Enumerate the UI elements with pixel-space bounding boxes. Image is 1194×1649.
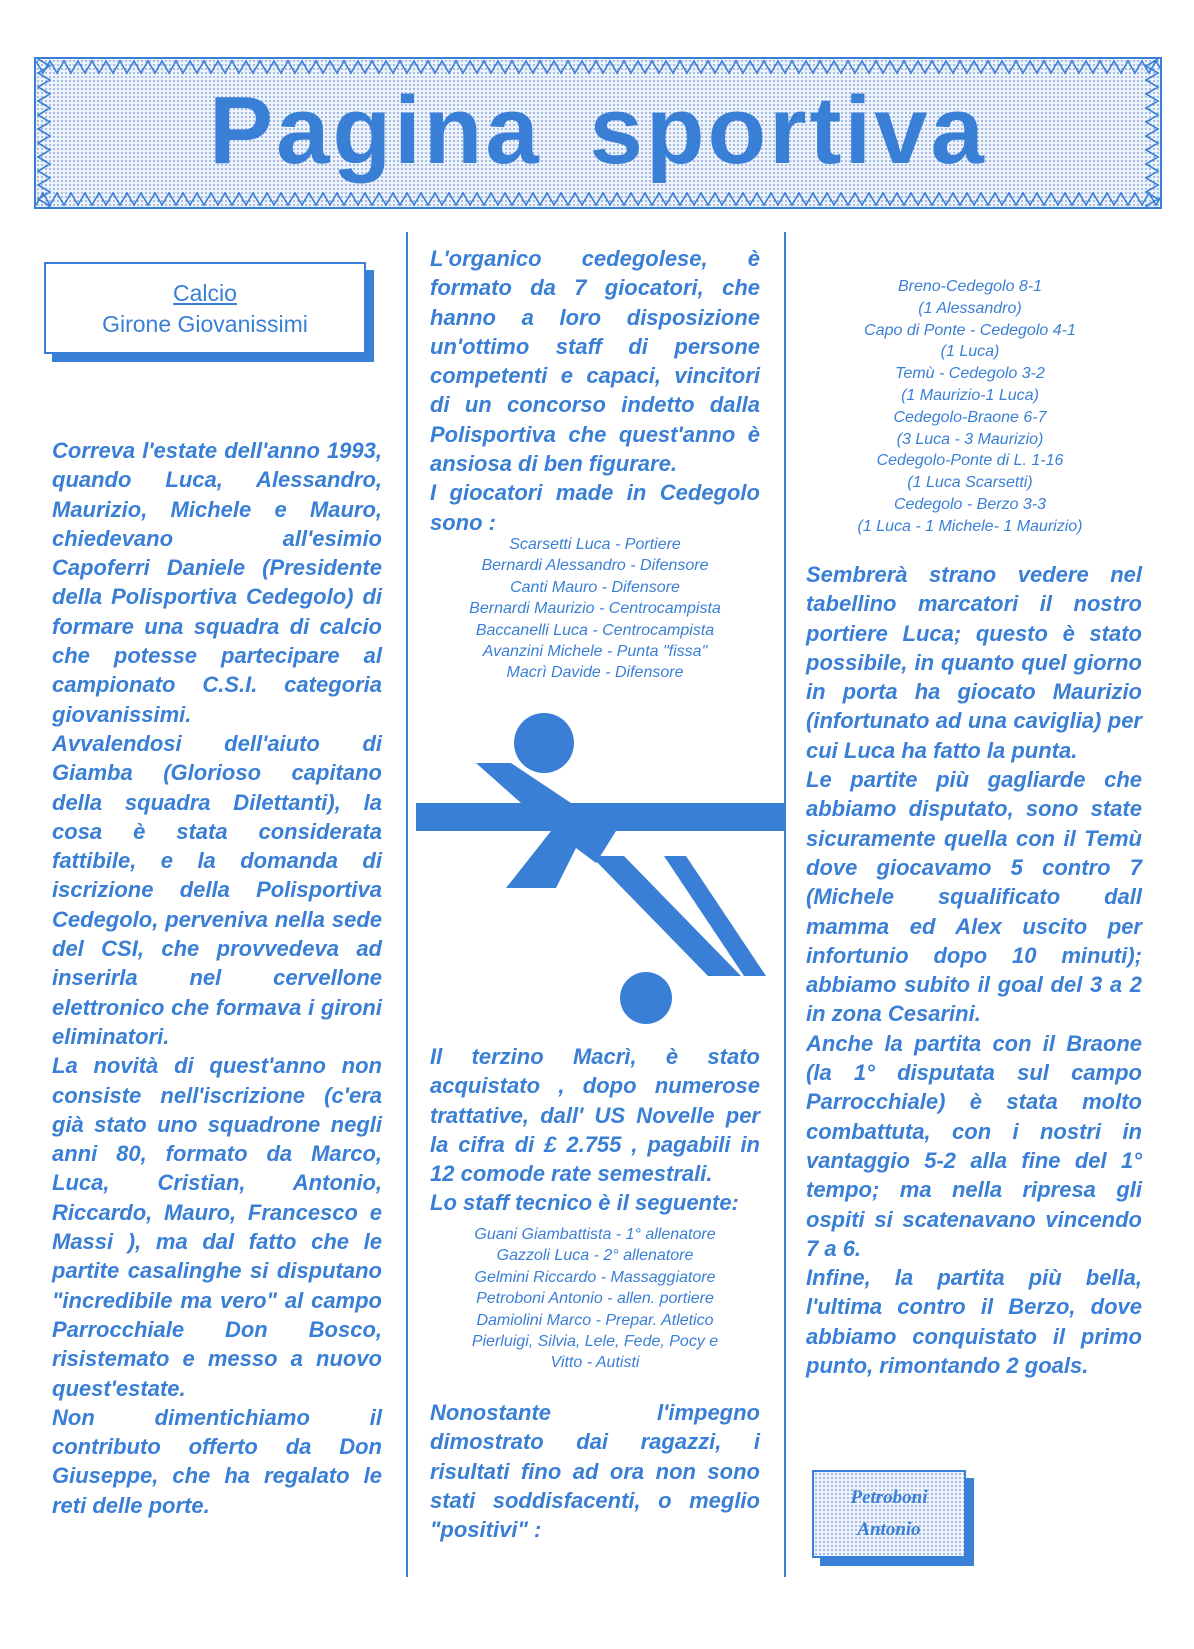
column-2-outro (430, 1398, 760, 1544)
players-list (420, 534, 770, 684)
player-entry: Bernardi Alessandro - Difensore (481, 557, 709, 575)
article-paragraph: Anche la partita con il Braone (la 1° disputata sul campo Parrocchiale) è stata molto combattuta, con i nostri in vantaggio 5-2 alla fine del 1° tempo; ma nella ripresa gli ospiti si scatenavano vincendo 7 a 6. (806, 1030, 1142, 1261)
staff-list (420, 1224, 770, 1374)
column-2-intro (430, 244, 760, 537)
signature-name: Antonio (857, 1519, 921, 1540)
article-paragraph: Nonostante l'impegno dimostrato dai ragazzi, i risultati fino ad ora non sono stati soddisfacenti, o meglio "positivi" : (430, 1400, 760, 1543)
result-entry: Cedegolo - Berzo 3-3 (893, 495, 1047, 513)
column-1-article (52, 436, 382, 1520)
staff-entry: Damiolini Marco - Prepar. Atletico (476, 1311, 714, 1329)
result-entry: Cedegolo-Ponte di L. 1-16 (876, 452, 1064, 470)
article-paragraph: Lo staff tecnico è il seguente: (430, 1190, 739, 1216)
result-entry: (1 Maurizio-1 Luca) (901, 386, 1039, 404)
article-paragraph: Avvalendosi dell'aiuto di Giamba (Glorioso capitano della squadra Dilettanti), la cosa è stata considerata fattibile, e la domanda di iscrizione della Polisportiva Cedegolo, perveniva nella sede del CSI, che provvedeva ad inserirla nel cervellone elettronico che formava i gironi eliminatori. (52, 730, 382, 1049)
column-divider-left (406, 232, 408, 1577)
result-entry: Breno-Cedegolo 8-1 (897, 278, 1043, 295)
staff-entry: Petroboni Antonio - allen. portiere (476, 1290, 714, 1308)
section-title: Calcio (173, 280, 237, 306)
staff-entry: Pierluigi, Silvia, Lele, Fede, Pocy e (471, 1333, 719, 1351)
results-list (800, 276, 1140, 538)
signature-surname: Petroboni (850, 1487, 928, 1508)
player-entry: Bernardi Maurizio - Centrocampista (469, 600, 721, 618)
article-paragraph: Le partite più gagliarde che abbiamo disputato, sono state sicuramente quella con il Temù dove giocavamo 5 contro 7 (Michele squalificato dall mamma ed Alex uscito per infortunio dopo 10 minuti); abbiamo subito il goal del 3 a 2 in zona Cesarini. (806, 767, 1142, 1027)
column-3-article (806, 560, 1142, 1380)
section-heading-box (44, 262, 366, 354)
title-banner (34, 57, 1162, 209)
result-entry: (1 Luca Scarsetti) (907, 474, 1033, 492)
player-entry: Canti Mauro - Difensore (510, 578, 680, 596)
article-paragraph: Sembrerà strano vedere nel tabellino marcatori il nostro portiere Luca; questo è stato possibile, in quanto quel giorno in porta ha giocato Maurizio (infortunato ad una caviglia) per cui Luca ha fatto la punta. (806, 562, 1142, 763)
result-entry: Capo di Ponte - Cedegolo 4-1 (864, 321, 1076, 339)
soccer-player-icon (416, 708, 786, 1028)
result-entry: Cedegolo-Braone 6-7 (893, 408, 1047, 426)
staff-entry: Gelmini Riccardo - Massaggiatore (474, 1268, 716, 1286)
player-entry: Scarsetti Luca - Portiere (509, 536, 681, 553)
result-entry: Temù - Cedegolo 3-2 (895, 365, 1045, 383)
page-title: Pagina sportiva (209, 77, 987, 184)
article-paragraph: Non dimentichiamo il contributo offerto da Don Giuseppe, che ha regalato le reti delle porte. (52, 1404, 382, 1518)
column-2-middle (430, 1042, 760, 1218)
article-paragraph: I giocatori made in Cedegolo sono : (430, 480, 760, 535)
player-entry: Macrì Davide - Difensore (506, 664, 684, 682)
article-paragraph: L'organico cedegolese, è formato da 7 giocatori, che hanno a loro disposizione un'ottimo staff di persone competenti e capaci, vincitori di un concorso indetto dalla Polisportiva che quest'anno è ansiosa di ben figurare. (430, 246, 760, 477)
staff-entry: Guani Giambattista - 1° allenatore (474, 1226, 716, 1243)
result-entry: (1 Luca) (940, 343, 1000, 361)
section-subtitle: Girone Giovanissimi (102, 311, 308, 337)
player-entry: Avanzini Michele - Punta "fissa" (482, 643, 708, 661)
staff-entry: Vitto - Autisti (550, 1354, 640, 1372)
author-signature (812, 1470, 966, 1558)
article-paragraph: Correva l'estate dell'anno 1993, quando Luca, Alessandro, Maurizio, Michele e Mauro, chiedevano all'esimio Capoferri Daniele (Presidente della Polisportiva Cedegolo) di formare una squadra di calcio che potesse partecipare al campionato C.S.I. categoria giovanissimi. (52, 438, 382, 727)
result-entry: (3 Luca - 3 Maurizio) (896, 430, 1044, 448)
article-paragraph: Infine, la partita più bella, l'ultima contro il Berzo, dove abbiamo conquistato il primo punto, rimontando 2 goals. (806, 1265, 1142, 1379)
article-paragraph: La novità di quest'anno non consiste nell'iscrizione (c'era già stato uno squadrone negli anni 80, formato da Marco, Luca, Cristian, Antonio, Riccardo, Mauro, Francesco e Massi ), ma dal fatto che le partite casalinghe si disputano "incredibile ma vero" al campo Parrocchiale Don Bosco, risistemato e messo a nuovo quest'estate. (52, 1053, 382, 1401)
player-entry: Baccanelli Luca - Centrocampista (475, 621, 715, 639)
staff-entry: Gazzoli Luca - 2° allenatore (496, 1247, 694, 1265)
result-entry: (1 Alessandro) (918, 299, 1022, 317)
result-entry: (1 Luca - 1 Michele- 1 Maurizio) (857, 517, 1083, 535)
article-paragraph: Il terzino Macrì, è stato acquistato , dopo numerose trattative, dall' US Novelle per la cifra di £ 2.755 , pagabili in 12 comode rate semestrali. (430, 1044, 760, 1187)
